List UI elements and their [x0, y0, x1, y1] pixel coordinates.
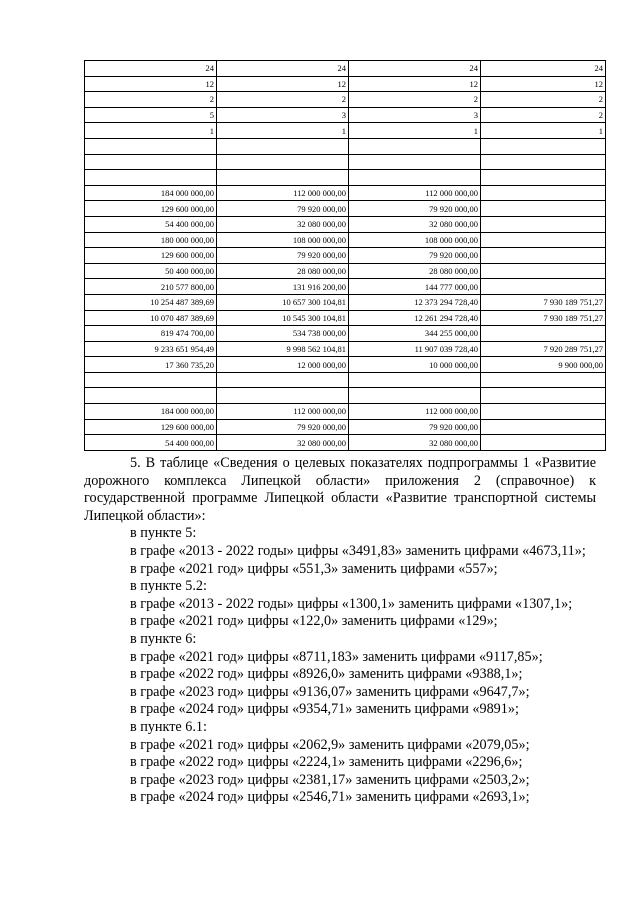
- table-cell: [481, 419, 606, 435]
- amendment-line: в графе «2013 - 2022 годы» цифры «1300,1» заменить цифрами «1307,1»;: [130, 595, 573, 612]
- amendment-text: [84, 455, 596, 807]
- table-cell: [481, 248, 606, 264]
- table-cell: 10 657 300 104,81: [217, 294, 349, 310]
- table-row: [85, 435, 606, 451]
- table-cell: [85, 388, 217, 404]
- table-cell: [85, 138, 217, 154]
- table-row: [85, 216, 606, 232]
- table-row: [85, 232, 606, 248]
- table-cell: 24: [217, 61, 349, 77]
- table-cell: [481, 326, 606, 342]
- table-cell: [217, 388, 349, 404]
- table-row: [85, 404, 606, 420]
- amendment-line: в графе «2022 год» цифры «2224,1» заменить цифрами «2296,6»;: [130, 754, 523, 771]
- table-cell: 79 920 000,00: [349, 201, 481, 217]
- table-cell: 344 255 000,00: [349, 326, 481, 342]
- table-row: [85, 341, 606, 357]
- table-row: [85, 294, 606, 310]
- table-row: [85, 326, 606, 342]
- table-cell: [481, 138, 606, 154]
- table-cell: 79 920 000,00: [349, 419, 481, 435]
- table-row: [85, 419, 606, 435]
- table-cell: 112 000 000,00: [217, 185, 349, 201]
- table-cell: [481, 279, 606, 295]
- table-cell: [481, 372, 606, 388]
- table-cell: 7 920 289 751,27: [481, 341, 606, 357]
- table-cell: [349, 138, 481, 154]
- table-cell: 50 400 000,00: [85, 263, 217, 279]
- table-cell: 108 000 000,00: [217, 232, 349, 248]
- table-cell: [85, 170, 217, 186]
- table-cell: 9 998 562 104,81: [217, 341, 349, 357]
- table-cell: 1: [349, 123, 481, 139]
- table-cell: 12: [481, 76, 606, 92]
- amendment-line: в графе «2023 год» цифры «2381,17» заменить цифрами «2503,2»;: [130, 771, 530, 788]
- table-cell: 1: [217, 123, 349, 139]
- table-cell: 129 600 000,00: [85, 201, 217, 217]
- table-cell: 3: [217, 107, 349, 123]
- table-row: [85, 170, 606, 186]
- table-cell: [349, 388, 481, 404]
- table-cell: [217, 170, 349, 186]
- table-cell: 7 930 189 751,27: [481, 310, 606, 326]
- table-cell: 12 261 294 728,40: [349, 310, 481, 326]
- data-table-body: [85, 61, 606, 451]
- table-cell: 1: [85, 123, 217, 139]
- table-cell: 112 000 000,00: [349, 404, 481, 420]
- table-cell: 184 000 000,00: [85, 404, 217, 420]
- table-row: [85, 107, 606, 123]
- table-row: [85, 138, 606, 154]
- data-table: [84, 60, 606, 451]
- amendment-line: в пункте 5:: [130, 525, 197, 542]
- table-cell: 108 000 000,00: [349, 232, 481, 248]
- table-cell: [481, 404, 606, 420]
- amendment-line: в графе «2021 год» цифры «2062,9» заменить цифрами «2079,05»;: [130, 736, 530, 753]
- amendment-line: в графе «2013 - 2022 годы» цифры «3491,83» заменить цифрами «4673,11»;: [130, 542, 586, 559]
- table-cell: 79 920 000,00: [217, 419, 349, 435]
- table-cell: 184 000 000,00: [85, 185, 217, 201]
- table-cell: 112 000 000,00: [217, 404, 349, 420]
- table-cell: 32 080 000,00: [349, 435, 481, 451]
- table-cell: 5: [85, 107, 217, 123]
- table-cell: [481, 216, 606, 232]
- amendment-line: в графе «2021 год» цифры «551,3» заменить цифрами «557»;: [130, 560, 498, 577]
- table-cell: [481, 388, 606, 404]
- table-row: [85, 310, 606, 326]
- table-cell: 2: [217, 92, 349, 108]
- table-cell: [481, 170, 606, 186]
- table-cell: [349, 154, 481, 170]
- amendment-line: в графе «2021 год» цифры «122,0» заменить цифрами «129»;: [130, 613, 498, 630]
- table-cell: 12 373 294 728,40: [349, 294, 481, 310]
- amendment-line: в пункте 6:: [130, 630, 197, 647]
- amendment-line: в графе «2024 год» цифры «2546,71» заменить цифрами «2693,1»;: [130, 789, 530, 806]
- amendment-line: в пункте 6.1:: [130, 718, 207, 735]
- amendment-line: в графе «2023 год» цифры «9136,07» заменить цифрами «9647,7»;: [130, 683, 530, 700]
- table-cell: [349, 170, 481, 186]
- table-cell: 2: [481, 107, 606, 123]
- amendment-line: в пункте 5.2:: [130, 578, 207, 595]
- table-cell: 24: [85, 61, 217, 77]
- table-cell: 534 738 000,00: [217, 326, 349, 342]
- table-cell: 9 233 651 954,49: [85, 341, 217, 357]
- table-cell: 2: [349, 92, 481, 108]
- table-cell: 10 000 000,00: [349, 357, 481, 373]
- table-row: [85, 123, 606, 139]
- table-cell: 28 080 000,00: [217, 263, 349, 279]
- table-row: [85, 76, 606, 92]
- table-cell: 131 916 200,00: [217, 279, 349, 295]
- table-cell: 10 254 487 389,69: [85, 294, 217, 310]
- table-cell: [481, 154, 606, 170]
- table-cell: [85, 372, 217, 388]
- table-cell: 12: [217, 76, 349, 92]
- amendment-lines: [84, 525, 596, 807]
- table-row: [85, 61, 606, 77]
- table-cell: 210 577 800,00: [85, 279, 217, 295]
- table-row: [85, 388, 606, 404]
- table-cell: 1: [481, 123, 606, 139]
- table-cell: 144 777 000,00: [349, 279, 481, 295]
- table-cell: [481, 232, 606, 248]
- table-cell: 2: [85, 92, 217, 108]
- table-cell: 28 080 000,00: [349, 263, 481, 279]
- table-cell: 112 000 000,00: [349, 185, 481, 201]
- table-cell: [481, 435, 606, 451]
- table-cell: 54 400 000,00: [85, 435, 217, 451]
- amendment-line: в графе «2024 год» цифры «9354,71» заменить цифрами «9891»;: [130, 701, 519, 718]
- table-row: [85, 279, 606, 295]
- table-cell: 10 070 487 389,69: [85, 310, 217, 326]
- table-row: [85, 357, 606, 373]
- table-row: [85, 372, 606, 388]
- table-cell: [217, 138, 349, 154]
- table-row: [85, 92, 606, 108]
- table-cell: 32 080 000,00: [349, 216, 481, 232]
- table-cell: 10 545 300 104,81: [217, 310, 349, 326]
- table-cell: 129 600 000,00: [85, 248, 217, 264]
- table-cell: 17 360 735,20: [85, 357, 217, 373]
- table-cell: 54 400 000,00: [85, 216, 217, 232]
- amendment-line: в графе «2021 год» цифры «8711,183» заменить цифрами «9117,85»;: [130, 648, 543, 665]
- table-cell: 79 920 000,00: [349, 248, 481, 264]
- table-cell: 819 474 700,00: [85, 326, 217, 342]
- table-cell: 2: [481, 92, 606, 108]
- table-cell: 11 907 039 728,40: [349, 341, 481, 357]
- table-row: [85, 263, 606, 279]
- table-row: [85, 248, 606, 264]
- table-cell: 79 920 000,00: [217, 248, 349, 264]
- table-cell: 9 900 000,00: [481, 357, 606, 373]
- table-row: [85, 201, 606, 217]
- table-cell: 129 600 000,00: [85, 419, 217, 435]
- table-cell: [217, 154, 349, 170]
- amendment-line: в графе «2022 год» цифры «8926,0» заменить цифрами «9388,1»;: [130, 666, 523, 683]
- table-cell: 12 000 000,00: [217, 357, 349, 373]
- table-cell: [349, 372, 481, 388]
- table-cell: [481, 185, 606, 201]
- table-cell: 3: [349, 107, 481, 123]
- table-cell: [481, 263, 606, 279]
- table-cell: [85, 154, 217, 170]
- table-cell: [217, 372, 349, 388]
- table-cell: 24: [481, 61, 606, 77]
- table-cell: 32 080 000,00: [217, 435, 349, 451]
- table-cell: 24: [349, 61, 481, 77]
- table-cell: [481, 201, 606, 217]
- table-cell: 12: [349, 76, 481, 92]
- table-row: [85, 185, 606, 201]
- table-cell: 12: [85, 76, 217, 92]
- table-cell: 32 080 000,00: [217, 216, 349, 232]
- table-cell: 7 930 189 751,27: [481, 294, 606, 310]
- table-row: [85, 154, 606, 170]
- amendment-intro-paragraph: 5. В таблице «Сведения о целевых показателях подпрограммы 1 «Развитие дорожного комплекса Липецкой области» приложения 2 (справочное) к государственной программе Липецкой области «Развитие транспортной системы Липецкой области»:: [84, 455, 596, 524]
- table-cell: 79 920 000,00: [217, 201, 349, 217]
- table-cell: 180 000 000,00: [85, 232, 217, 248]
